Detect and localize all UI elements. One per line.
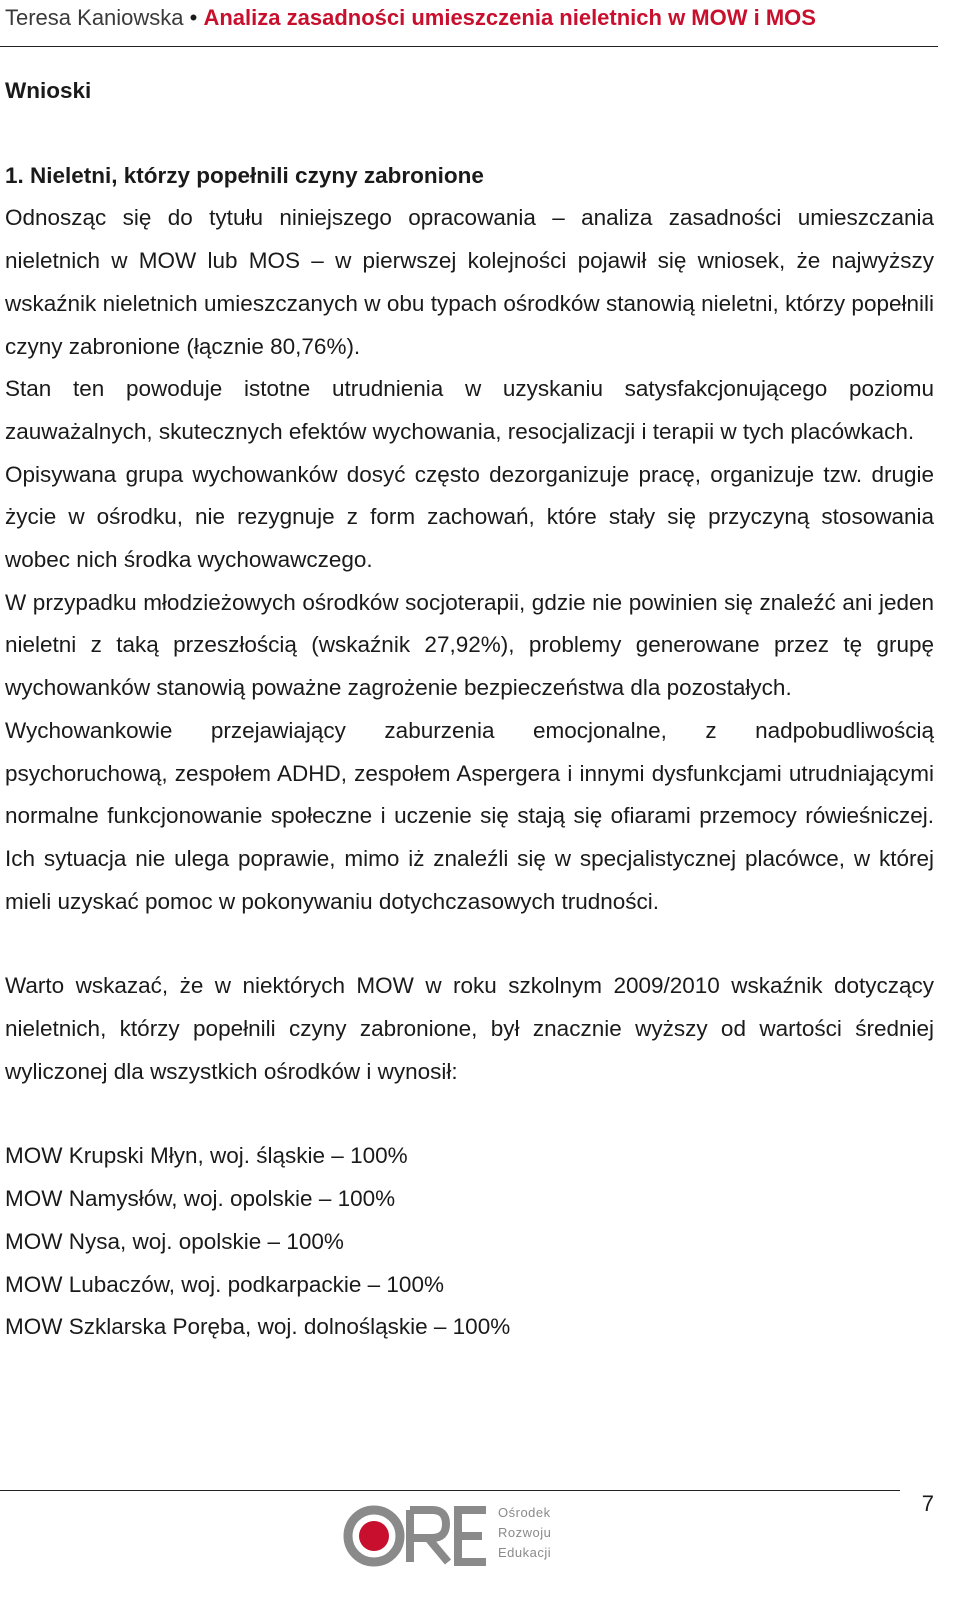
paragraph-4: W przypadku młodzieżowych ośrodków socjoterapii, gdzie nie powinien się znaleźć ani jeden nieletni z taką przeszłością (wskaźnik 27,92%), problemy generowane przez tę grupę wychowanków stanowią poważne zagrożenie bezpieczeństwa dla pozostałych. [5, 589, 934, 701]
paragraph-5: Wychowankowie przejawiający zaburzenia emocjonalne, z nadpobudliwością psychoruchową, zespołem ADHD, zespołem Aspergera i innymi dysfunkcjami utrudniającymi normalne funkcjonowanie społeczne i uczenie się stają się ofiarami przemocy rówieśniczej. Ich sytuacja nie ulega poprawie, mimo iż znaleźli się w specjalistycznej placówce, w której mieli uzyskać pomoc w pokonywaniu dotychczasowych trudności. [5, 717, 934, 914]
list-item: MOW Lubaczów, woj. podkarpackie – 100% [5, 1271, 444, 1297]
logo-line: Rozwoju [498, 1525, 552, 1540]
list-item: MOW Namysłów, woj. opolskie – 100% [5, 1186, 396, 1212]
ore-logo-mark [348, 1510, 486, 1562]
paragraph-1: Odnosząc się do tytułu niniejszego opracowania – analiza zasadności umieszczania nieletnich w MOW lub MOS – w pierwszej kolejności pojawił się wniosek, że najwyższy wskaźnik nieletnich umieszczanych w obu typach ośrodków stanowią nieletni, którzy popełnili czyny zabronione (łącznie 80,76%). [5, 205, 934, 359]
paragraph-2: Stan ten powoduje istotne utrudnienia w uzyskaniu satysfakcjonującego poziomu zauważalnych, skutecznych efektów wychowania, resocjalizacji i terapii w tych placówkach. [5, 376, 934, 444]
list-item: MOW Szklarska Poręba, woj. dolnośląskie – 100% [5, 1314, 511, 1340]
page-number: 7 [921, 1491, 934, 1516]
paragraph-6: Warto wskazać, że w niektórych MOW w roku szkolnym 2009/2010 wskaźnik dotyczący nieletnich, którzy popełnili czyny zabronione, był znacznie wyższy od wartości średniej wyliczonej dla wszystkich ośrodków i wynosił: [5, 973, 934, 1084]
logo-line: Ośrodek [498, 1505, 551, 1520]
section-heading: Wnioski [5, 78, 92, 103]
footer-divider [0, 1490, 900, 1491]
list-item: MOW Nysa, woj. opolskie – 100% [5, 1228, 344, 1254]
subsection-heading: 1. Nieletni, którzy popełnili czyny zabronione [5, 162, 484, 188]
document-body [5, 70, 934, 1349]
list-item: MOW Krupski Młyn, woj. śląskie – 100% [5, 1143, 408, 1169]
header-divider [0, 46, 938, 47]
header-author: Teresa Kaniowska [5, 5, 184, 30]
header-title: Analiza zasadności umieszczenia nieletnich w MOW i MOS [203, 5, 816, 30]
logo-line: Edukacji [498, 1545, 552, 1560]
header-separator: • [183, 5, 204, 30]
paragraph-3: Opisywana grupa wychowanków dosyć często dezorganizuje pracę, organizuje tzw. drugie życie w ośrodku, nie rezygnuje z form zachowań, które stały się przyczyną stosowania wobec nich środka wychowawczego. [5, 461, 934, 573]
logo-wordmark [498, 1503, 551, 1563]
running-header [5, 2, 935, 34]
